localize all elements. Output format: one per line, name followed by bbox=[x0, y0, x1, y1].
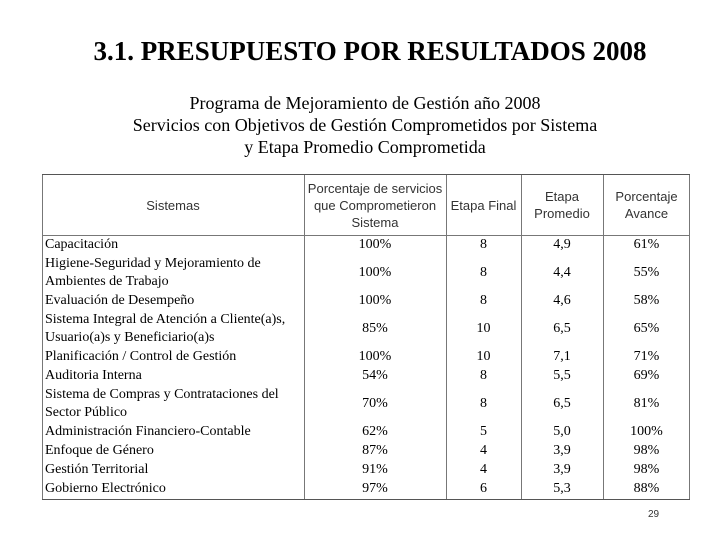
row-etapa-promedio: 4,4 bbox=[553, 264, 571, 280]
header-porcentaje-line-3: Sistema bbox=[351, 214, 399, 230]
header-porcentaje-line-1: Porcentaje de servicios bbox=[307, 180, 443, 196]
row-etapa-final: 4 bbox=[480, 442, 487, 458]
row-etapa-promedio: 5,3 bbox=[553, 480, 571, 496]
row-etapa-promedio: 4,9 bbox=[553, 236, 571, 252]
header-sistemas-label: Sistemas bbox=[146, 197, 200, 213]
table-row bbox=[42, 441, 690, 460]
table-row bbox=[42, 385, 690, 422]
row-avance: 55% bbox=[633, 264, 660, 280]
row-sistema: Gobierno Electrónico bbox=[45, 480, 166, 496]
row-sistema: Administración Financiero-Contable bbox=[45, 423, 251, 439]
results-table bbox=[42, 174, 690, 500]
row-etapa-promedio: 6,5 bbox=[553, 320, 571, 336]
row-sistema: Higiene-Seguridad y Mejoramiento de Ambientes de Trabajo bbox=[45, 255, 261, 289]
header-etapa-final bbox=[446, 175, 521, 235]
row-avance: 65% bbox=[633, 320, 660, 336]
row-etapa-promedio: 5,0 bbox=[553, 423, 571, 439]
table-row bbox=[42, 310, 690, 347]
header-etapa-final-label: Etapa Final bbox=[450, 197, 517, 213]
row-etapa-final: 8 bbox=[480, 236, 487, 252]
row-etapa-promedio: 7,1 bbox=[553, 348, 571, 364]
row-etapa-promedio: 5,5 bbox=[553, 367, 571, 383]
row-etapa-promedio: 4,6 bbox=[553, 292, 571, 308]
header-etapa-promedio bbox=[521, 175, 603, 235]
header-avance-line-2: Avance bbox=[624, 206, 669, 221]
table-row bbox=[42, 460, 690, 479]
table-row bbox=[42, 366, 690, 385]
row-porcentaje: 62% bbox=[362, 423, 388, 439]
row-avance: 81% bbox=[633, 395, 660, 411]
row-etapa-promedio: 3,9 bbox=[553, 442, 571, 458]
row-porcentaje: 100% bbox=[358, 292, 392, 308]
row-porcentaje: 100% bbox=[358, 348, 392, 364]
header-sistemas bbox=[42, 175, 304, 235]
row-avance: 71% bbox=[633, 348, 660, 364]
row-etapa-final: 8 bbox=[480, 395, 487, 411]
row-avance: 88% bbox=[633, 480, 660, 496]
table-row bbox=[42, 254, 690, 291]
row-sistema: Capacitación bbox=[45, 236, 119, 252]
row-etapa-final: 10 bbox=[476, 320, 491, 336]
row-avance: 98% bbox=[633, 442, 660, 458]
header-porcentaje-line-2: que Comprometieron bbox=[313, 197, 437, 213]
row-sistema: Enfoque de Género bbox=[45, 442, 154, 458]
subtitle-line-1: Programa de Mejoramiento de Gestión año 2008 bbox=[189, 93, 541, 113]
row-avance: 100% bbox=[630, 423, 663, 439]
page-title: 3.1. PRESUPUESTO POR RESULTADOS 2008 bbox=[93, 36, 647, 66]
table-row bbox=[42, 291, 690, 310]
table-row bbox=[42, 347, 690, 366]
row-porcentaje: 97% bbox=[362, 480, 388, 496]
row-porcentaje: 100% bbox=[358, 264, 392, 280]
table-row bbox=[42, 235, 690, 254]
row-sistema: Sistema Integral de Atención a Cliente(a)s, Usuario(a)s y Beneficiario(a)s bbox=[45, 311, 286, 345]
header-avance-line-1: Porcentaje bbox=[615, 189, 678, 204]
row-porcentaje: 91% bbox=[362, 461, 388, 477]
row-porcentaje: 70% bbox=[362, 395, 388, 411]
row-avance: 69% bbox=[633, 367, 660, 383]
row-porcentaje: 85% bbox=[362, 320, 388, 336]
header-etapa-promedio-line-1: Etapa bbox=[545, 189, 579, 204]
row-etapa-final: 6 bbox=[480, 480, 487, 496]
row-etapa-promedio: 6,5 bbox=[553, 395, 571, 411]
header-etapa-promedio-line-2: Promedio bbox=[534, 206, 590, 221]
row-avance: 98% bbox=[633, 461, 660, 477]
header-porcentaje-avance bbox=[603, 175, 690, 235]
row-porcentaje: 87% bbox=[362, 442, 388, 458]
row-sistema: Planificación / Control de Gestión bbox=[45, 348, 237, 364]
subtitle-line-3: y Etapa Promedio Comprometida bbox=[244, 137, 486, 157]
subtitle bbox=[0, 92, 720, 158]
row-etapa-final: 8 bbox=[480, 367, 487, 383]
row-avance: 58% bbox=[633, 292, 660, 308]
row-sistema: Gestión Territorial bbox=[45, 461, 149, 477]
row-etapa-promedio: 3,9 bbox=[553, 461, 571, 477]
row-etapa-final: 8 bbox=[480, 264, 487, 280]
header-porcentaje-servicios bbox=[304, 175, 446, 235]
subtitle-line-2: Servicios con Objetivos de Gestión Comprometidos por Sistema bbox=[132, 115, 598, 135]
row-porcentaje: 100% bbox=[358, 236, 392, 252]
row-etapa-final: 10 bbox=[476, 348, 491, 364]
row-sistema: Sistema de Compras y Contrataciones del Sector Público bbox=[45, 386, 279, 420]
row-sistema: Auditoria Interna bbox=[45, 367, 142, 383]
row-avance: 61% bbox=[633, 236, 660, 252]
table-row bbox=[42, 479, 690, 498]
table-row bbox=[42, 422, 690, 441]
row-sistema: Evaluación de Desempeño bbox=[45, 292, 195, 308]
page-number: 29 bbox=[648, 509, 660, 520]
row-etapa-final: 5 bbox=[480, 423, 487, 439]
row-porcentaje: 54% bbox=[362, 367, 388, 383]
row-etapa-final: 8 bbox=[480, 292, 487, 308]
row-etapa-final: 4 bbox=[480, 461, 487, 477]
